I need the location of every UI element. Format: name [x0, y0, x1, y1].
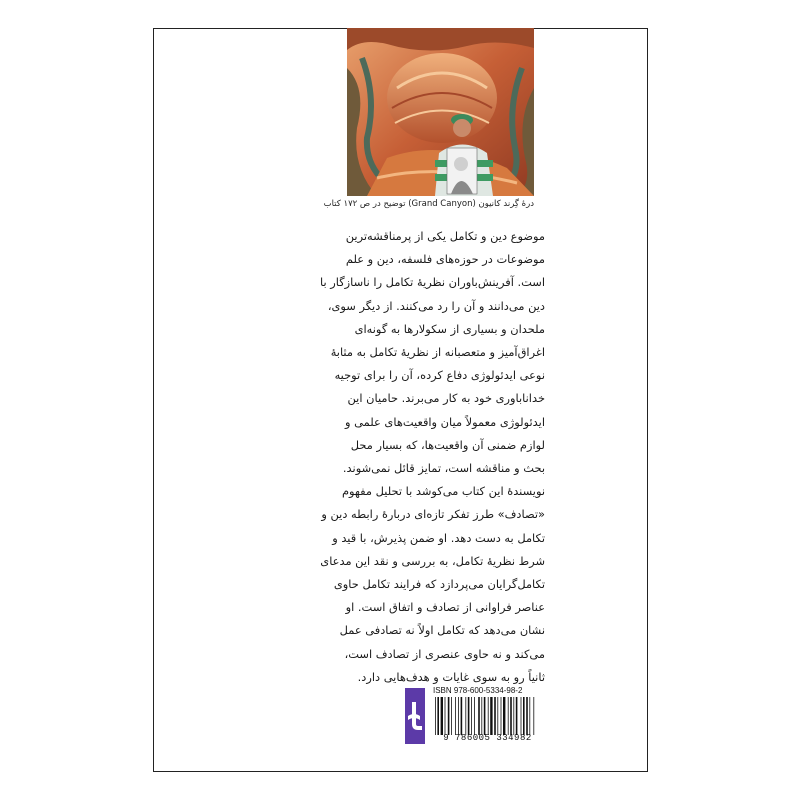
- barcode-bar: [533, 697, 534, 735]
- blurb-line: لوازم ضمنی آن واقعیت‌ها، که بسیار محل: [350, 437, 545, 452]
- barcode-bar: [488, 697, 489, 735]
- publisher-mark-icon: [408, 702, 422, 732]
- isbn-label: ISBN 978-600-5334-98-2: [433, 686, 523, 695]
- photo-caption: درهٔ گِرند کانیون (Grand Canyon) توضیح در ص ۱۷۲ کتاب: [323, 199, 534, 209]
- grand-canyon-photo-icon: [347, 28, 534, 196]
- blurb-line: موضوعات در حوزه‌های فلسفه، دین و علم: [345, 252, 545, 267]
- blurb-line: تکامل‌گرایان می‌پردازد که فرایند تکامل حاوی: [333, 577, 545, 592]
- barcode-bar: [521, 697, 522, 735]
- barcode-bar: [435, 697, 436, 735]
- blurb-line: ایدئولوژی معمولاً میان واقعیت‌های علمی و: [345, 414, 545, 429]
- blurb-line: نویسندهٔ این کتاب می‌کوشد با تحلیل مفهوم: [341, 484, 545, 499]
- blurb-line: خداناباوری خود به کار می‌برند. حامیان این: [347, 391, 545, 406]
- blurb-line: «تصادف» طرز تفکر تازه‌ای دربارهٔ رابطه دین و: [321, 507, 545, 522]
- barcode-bar: [503, 697, 505, 735]
- barcode-bar: [478, 697, 480, 735]
- barcode-bar: [529, 697, 530, 735]
- barcode-bar: [468, 697, 470, 735]
- barcode-bar: [508, 697, 509, 735]
- blurb-line: اغراق‌آمیز و متعصبانه از نظریهٔ تکامل به مثابهٔ: [330, 345, 545, 360]
- blurb-line: می‌کند و نه حاوی عنصری از تصادف است،: [344, 646, 545, 661]
- blurb-line: موضوع دین و تکامل یکی از پرمناقشه‌ترین: [345, 229, 545, 243]
- barcode-digits: 9 786005 334982: [443, 733, 532, 743]
- barcode-bar: [501, 697, 502, 735]
- barcode-bar: [437, 697, 439, 735]
- barcode-bar: [474, 697, 475, 735]
- barcode-bar: [497, 697, 498, 735]
- barcode-bar: [445, 697, 446, 735]
- blurb-line: بحث و مناقشه است، تمایز قائل نمی‌شوند.: [342, 461, 545, 476]
- barcode-icon: [431, 697, 544, 735]
- barcode-bar: [516, 697, 518, 735]
- blurb-line: ملحدان و بسیاری از سکولارها به گونه‌ای: [354, 321, 545, 336]
- barcode-bar: [455, 697, 456, 735]
- barcode-bar: [451, 697, 452, 735]
- blurb-line: تکامل به دست دهد. او ضمن پذیرش، با قید و: [332, 530, 545, 545]
- barcode-bar: [513, 697, 514, 735]
- cover-photo: [347, 28, 534, 196]
- back-cover-blurb: [255, 225, 545, 689]
- blurb-line: شرط نظریهٔ تکامل، به بررسی و نقد این مدعای: [320, 553, 545, 568]
- barcode-bar: [490, 697, 492, 735]
- barcode-bar: [526, 697, 528, 735]
- publisher-logo-icon: [405, 688, 425, 744]
- blurb-line: است. آفرینش‌باوران نظریهٔ تکامل را ناسازگار با: [319, 275, 545, 290]
- barcode-bar: [494, 697, 496, 735]
- blurb-line: ثانیاً رو به سوی غایات و هدف‌هایی دارد.: [357, 669, 545, 684]
- barcode-bar: [458, 697, 459, 735]
- barcode-bar: [441, 697, 443, 735]
- barcode-bar: [510, 697, 512, 735]
- barcode-bar: [484, 697, 486, 735]
- isbn-barcode: [431, 686, 544, 744]
- barcode-bar: [481, 697, 482, 735]
- barcode-bar: [461, 697, 463, 735]
- barcode-bar: [448, 697, 450, 735]
- barcode-bar: [471, 697, 472, 735]
- blurb-line: دین می‌دانند و آن را رد می‌کنند. از دیگر سوی،: [327, 298, 545, 313]
- barcode-bar: [465, 697, 466, 735]
- blurb-line: نوعی ایدئولوژی دفاع کرده، آن را برای توجیه: [334, 368, 545, 383]
- blurb-line: عناصر فراوانی از تصادف و اتفاق است. او: [345, 600, 545, 615]
- barcode-bar: [523, 697, 525, 735]
- blurb-line: نشان می‌دهد که تکامل اولاً نه تصادفی عمل: [339, 623, 545, 638]
